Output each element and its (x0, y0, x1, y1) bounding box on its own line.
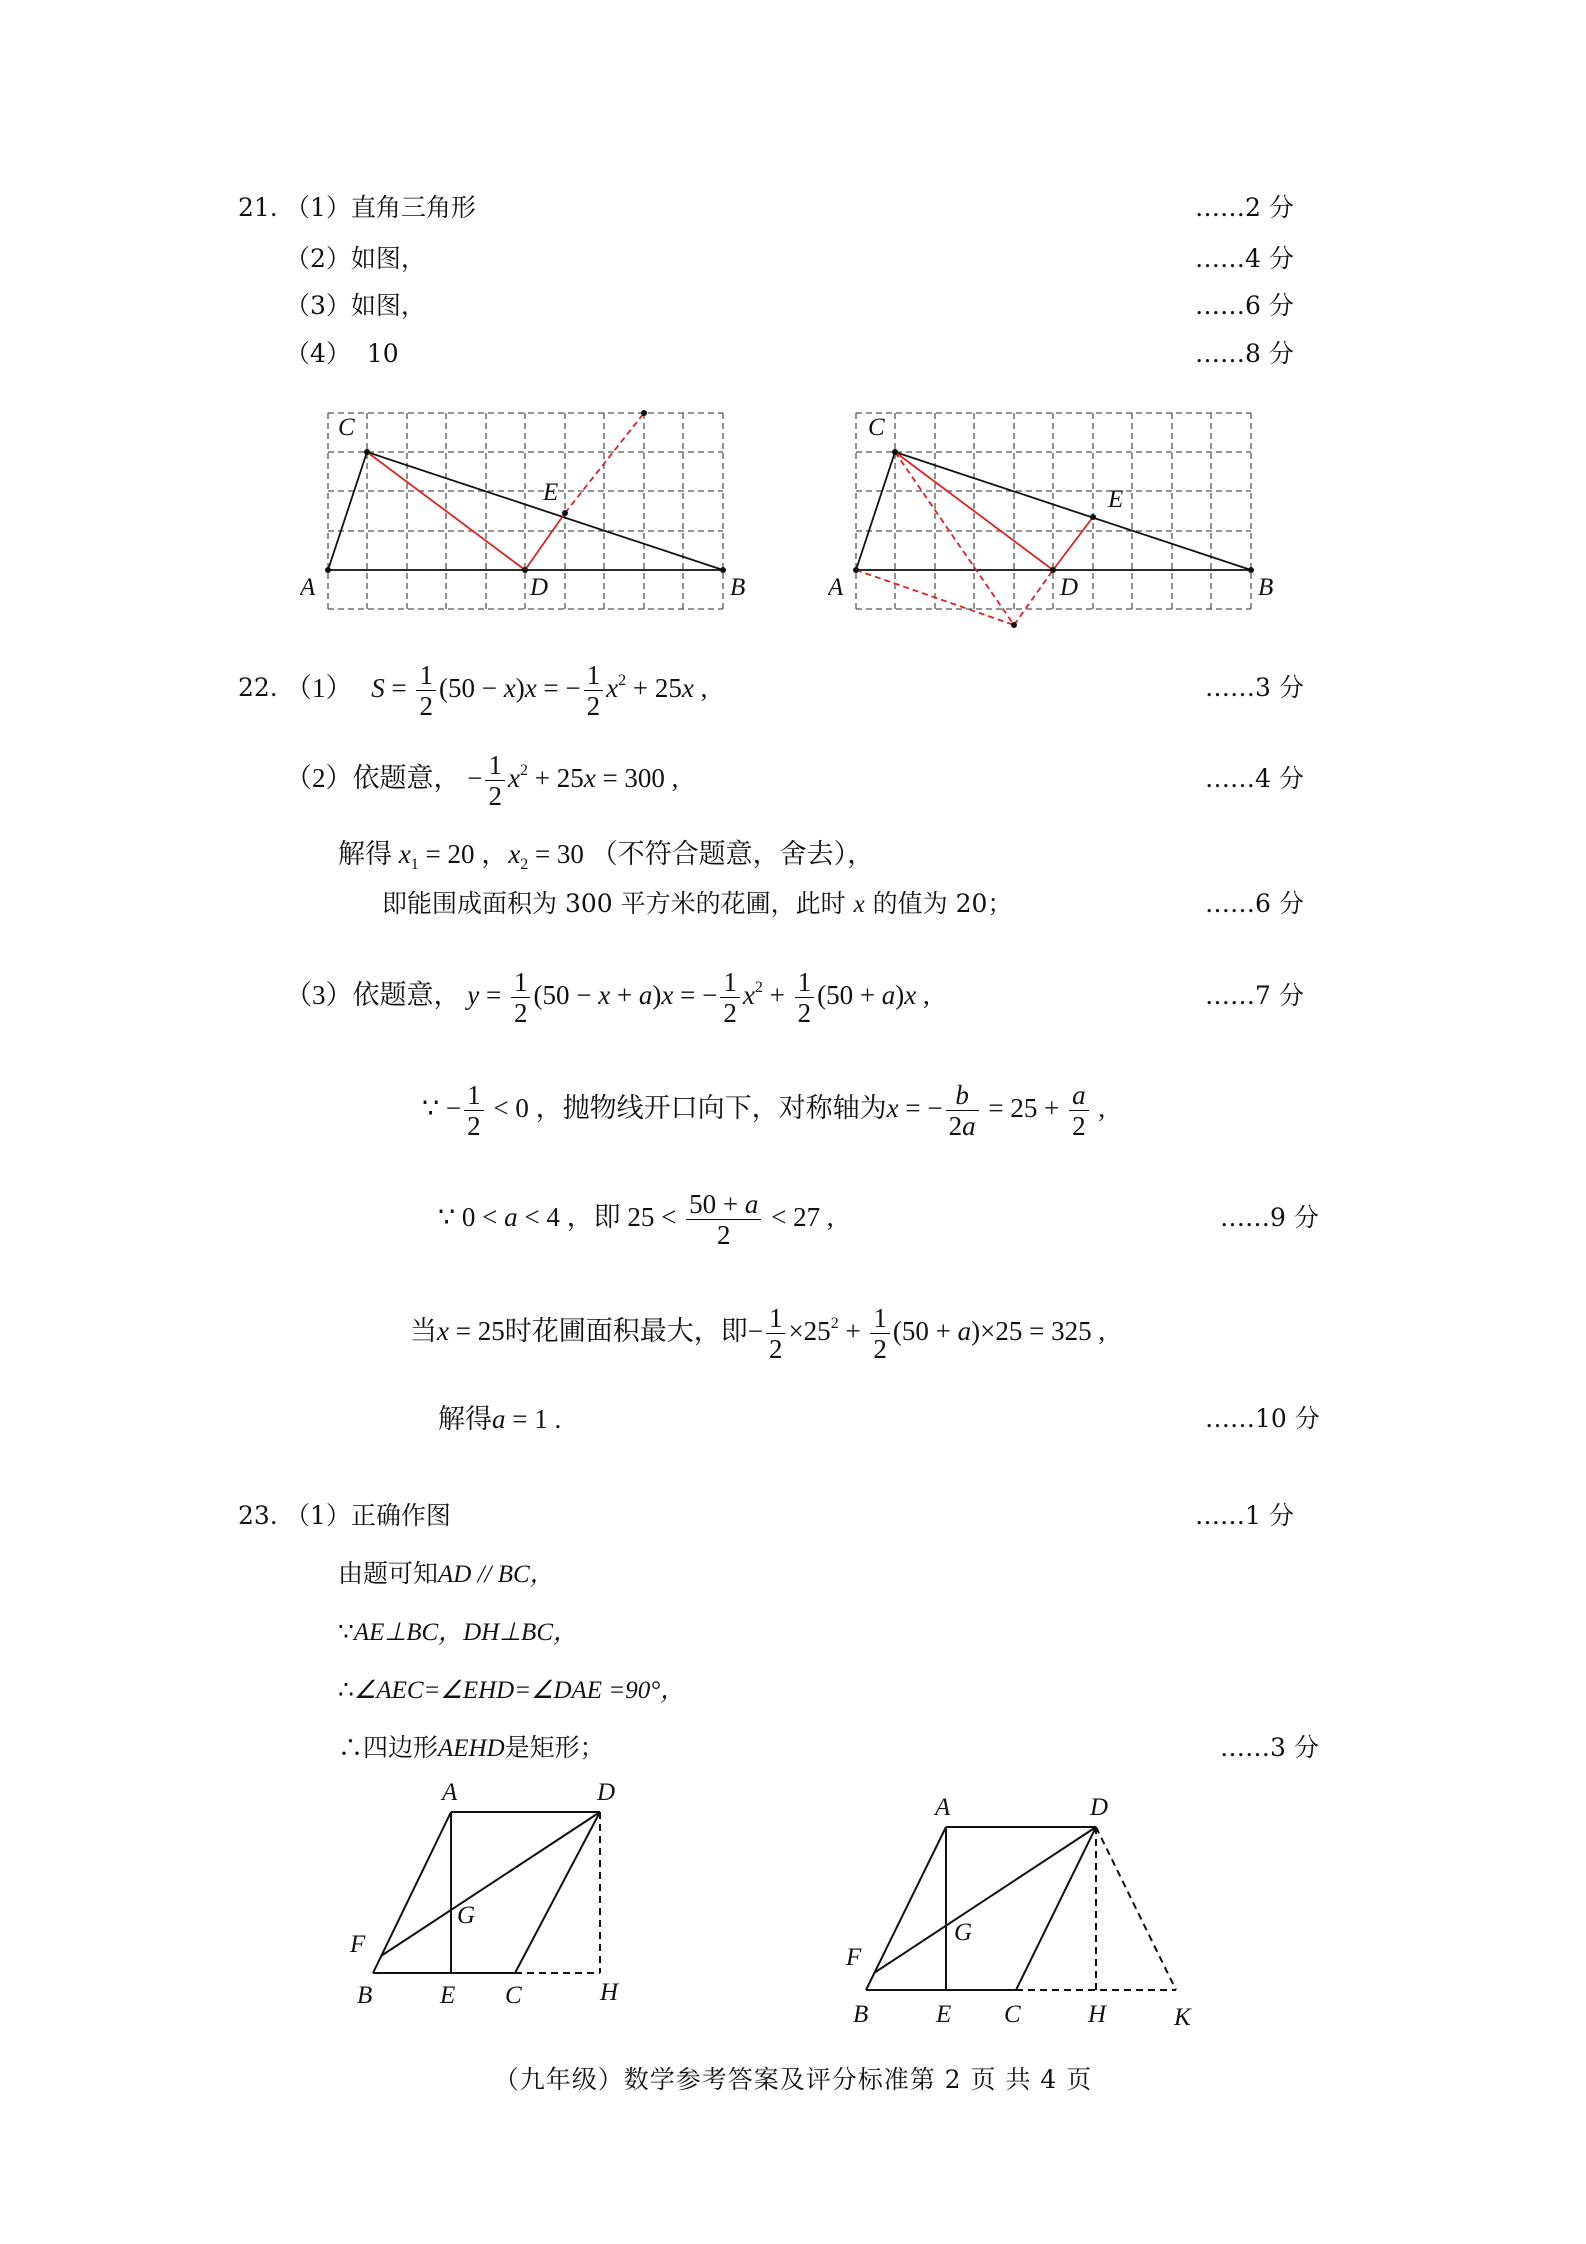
q22-score1: ……3 分 (1205, 673, 1304, 702)
q23-figure-right (838, 1785, 1208, 2035)
label-g: G (457, 1902, 476, 1929)
label-a: A (442, 1779, 458, 1806)
label-a: A (300, 574, 316, 601)
label-e: E (936, 2001, 952, 2028)
label-d: D (597, 1779, 616, 1806)
label-c: C (505, 1982, 522, 2009)
grid (856, 413, 1251, 609)
q21-score2: ……4 分 (1195, 244, 1294, 273)
q21-part4-label: （4） (285, 339, 351, 368)
q23-line3: ∴∠AEC=∠EHD=∠DAE =90°， (338, 1675, 686, 1704)
q21-number: 21. (238, 193, 278, 222)
q22-part2-solution: 解得 $x_1 = 20$ ，$x_2 = 30$ （不符合题意，舍去）， (338, 839, 875, 873)
q22-score2b: ……6 分 (1205, 889, 1304, 918)
grid (328, 413, 723, 609)
label-h: H (1088, 2001, 1107, 2028)
label-d: D (1060, 574, 1079, 601)
q23-line2: ∵AE⊥BC，DH⊥BC， (338, 1617, 579, 1646)
label-b: B (730, 574, 746, 601)
q22-number: 22. (238, 673, 278, 702)
label-f: F (350, 1931, 366, 1958)
q21-part1: （1）直角三角形 (285, 193, 476, 222)
label-k: K (1174, 2004, 1191, 2031)
q22-because1: ∵ − $\frac{1}{2}$ < 0 ，抛物线开口向下，对称轴为x = − $\frac{b}{2a}$ = 25 + $\frac{a}{2}$ , (422, 1080, 1106, 1142)
q21-score4: ……8 分 (1195, 339, 1294, 368)
q23-score3: ……3 分 (1220, 1733, 1319, 1762)
q23-number: 23. (238, 1501, 278, 1530)
triangle-abc (328, 452, 723, 570)
q21-figure-left (300, 395, 770, 625)
q22-score4: ……9 分 (1220, 1203, 1319, 1232)
q21-figure-right (828, 395, 1298, 635)
label-d: D (530, 574, 549, 601)
label-c: C (338, 414, 355, 441)
q22-result: 解得a = 1 . (438, 1404, 562, 1434)
label-c: C (868, 414, 885, 441)
label-a: A (828, 574, 844, 601)
label-b: B (853, 2001, 869, 2028)
label-b: B (1258, 574, 1274, 601)
label-h: H (600, 1979, 619, 2006)
q22-part3-label: （3）依题意， (285, 980, 461, 1010)
q22-because2: ∵ 0 < a < 4 ，即 25 < $\frac{50 + a}{2}$ < 27 , (438, 1189, 834, 1251)
q22-part1-equation: （1） S = $\frac{1}{2}$ (50 − x)x = − $\frac{1}{2}$ $x^2 + 25x$ , (285, 660, 708, 722)
q21-part4 (285, 338, 399, 370)
triangle-abc (856, 452, 1251, 570)
q22-part1-label: （1） (285, 673, 353, 703)
q22-score3: ……7 分 (1205, 981, 1304, 1010)
page-footer: （九年级）数学参考答案及评分标准第 2 页 共 4 页 (493, 2065, 1093, 2094)
q22-when: 当x = 25时花圃面积最大，即− $\frac{1}{2}$ $\times 25^2$ + $\frac{1}{2}$ (50 + a)×25 = 325 , (410, 1303, 1106, 1365)
label-e: E (1108, 486, 1124, 513)
q23-line1: 由题可知AD // BC， (338, 1559, 555, 1588)
q22-part3-equation: （3）依题意， y = $\frac{1}{2}$ (50 − x + a)x = − $\frac{1}{2}$ $x^2$ + $\frac{1}{2}$ (50 + a)x , (285, 967, 930, 1029)
label-c: C (1004, 2001, 1021, 2028)
label-b: B (357, 1982, 373, 2009)
label-f: F (846, 1944, 862, 1971)
q23-figure-left (345, 1770, 645, 2020)
label-d: D (1090, 1794, 1109, 1821)
q23-score1: ……1 分 (1195, 1501, 1294, 1530)
q22-part2-label: （2）依题意， (285, 763, 461, 793)
q22-score2: ……4 分 (1205, 764, 1304, 793)
q21-part2: （2）如图， (285, 244, 426, 273)
label-a: A (935, 1794, 951, 1821)
label-e: E (543, 479, 559, 506)
q22-score5: ……10 分 (1205, 1404, 1320, 1433)
q21-part3: （3）如图， (285, 291, 426, 320)
label-e: E (440, 1982, 456, 2009)
label-g: G (954, 1919, 973, 1946)
q22-part2-equation: （2）依题意， − $\frac{1}{2}$ $x^2 + 25x = 300$ , (285, 750, 679, 812)
q21-part4-value: 10 (366, 339, 399, 368)
q22-part2-conclusion: 即能围成面积为 300 平方米的花圃，此时 x 的值为 20； (382, 889, 1013, 918)
q23-line4: ∴四边形AEHD是矩形； (338, 1733, 605, 1762)
q21-score3: ……6 分 (1195, 291, 1294, 320)
q23-part1: （1）正确作图 (285, 1501, 451, 1530)
q21-score1: ……2 分 (1195, 193, 1294, 222)
